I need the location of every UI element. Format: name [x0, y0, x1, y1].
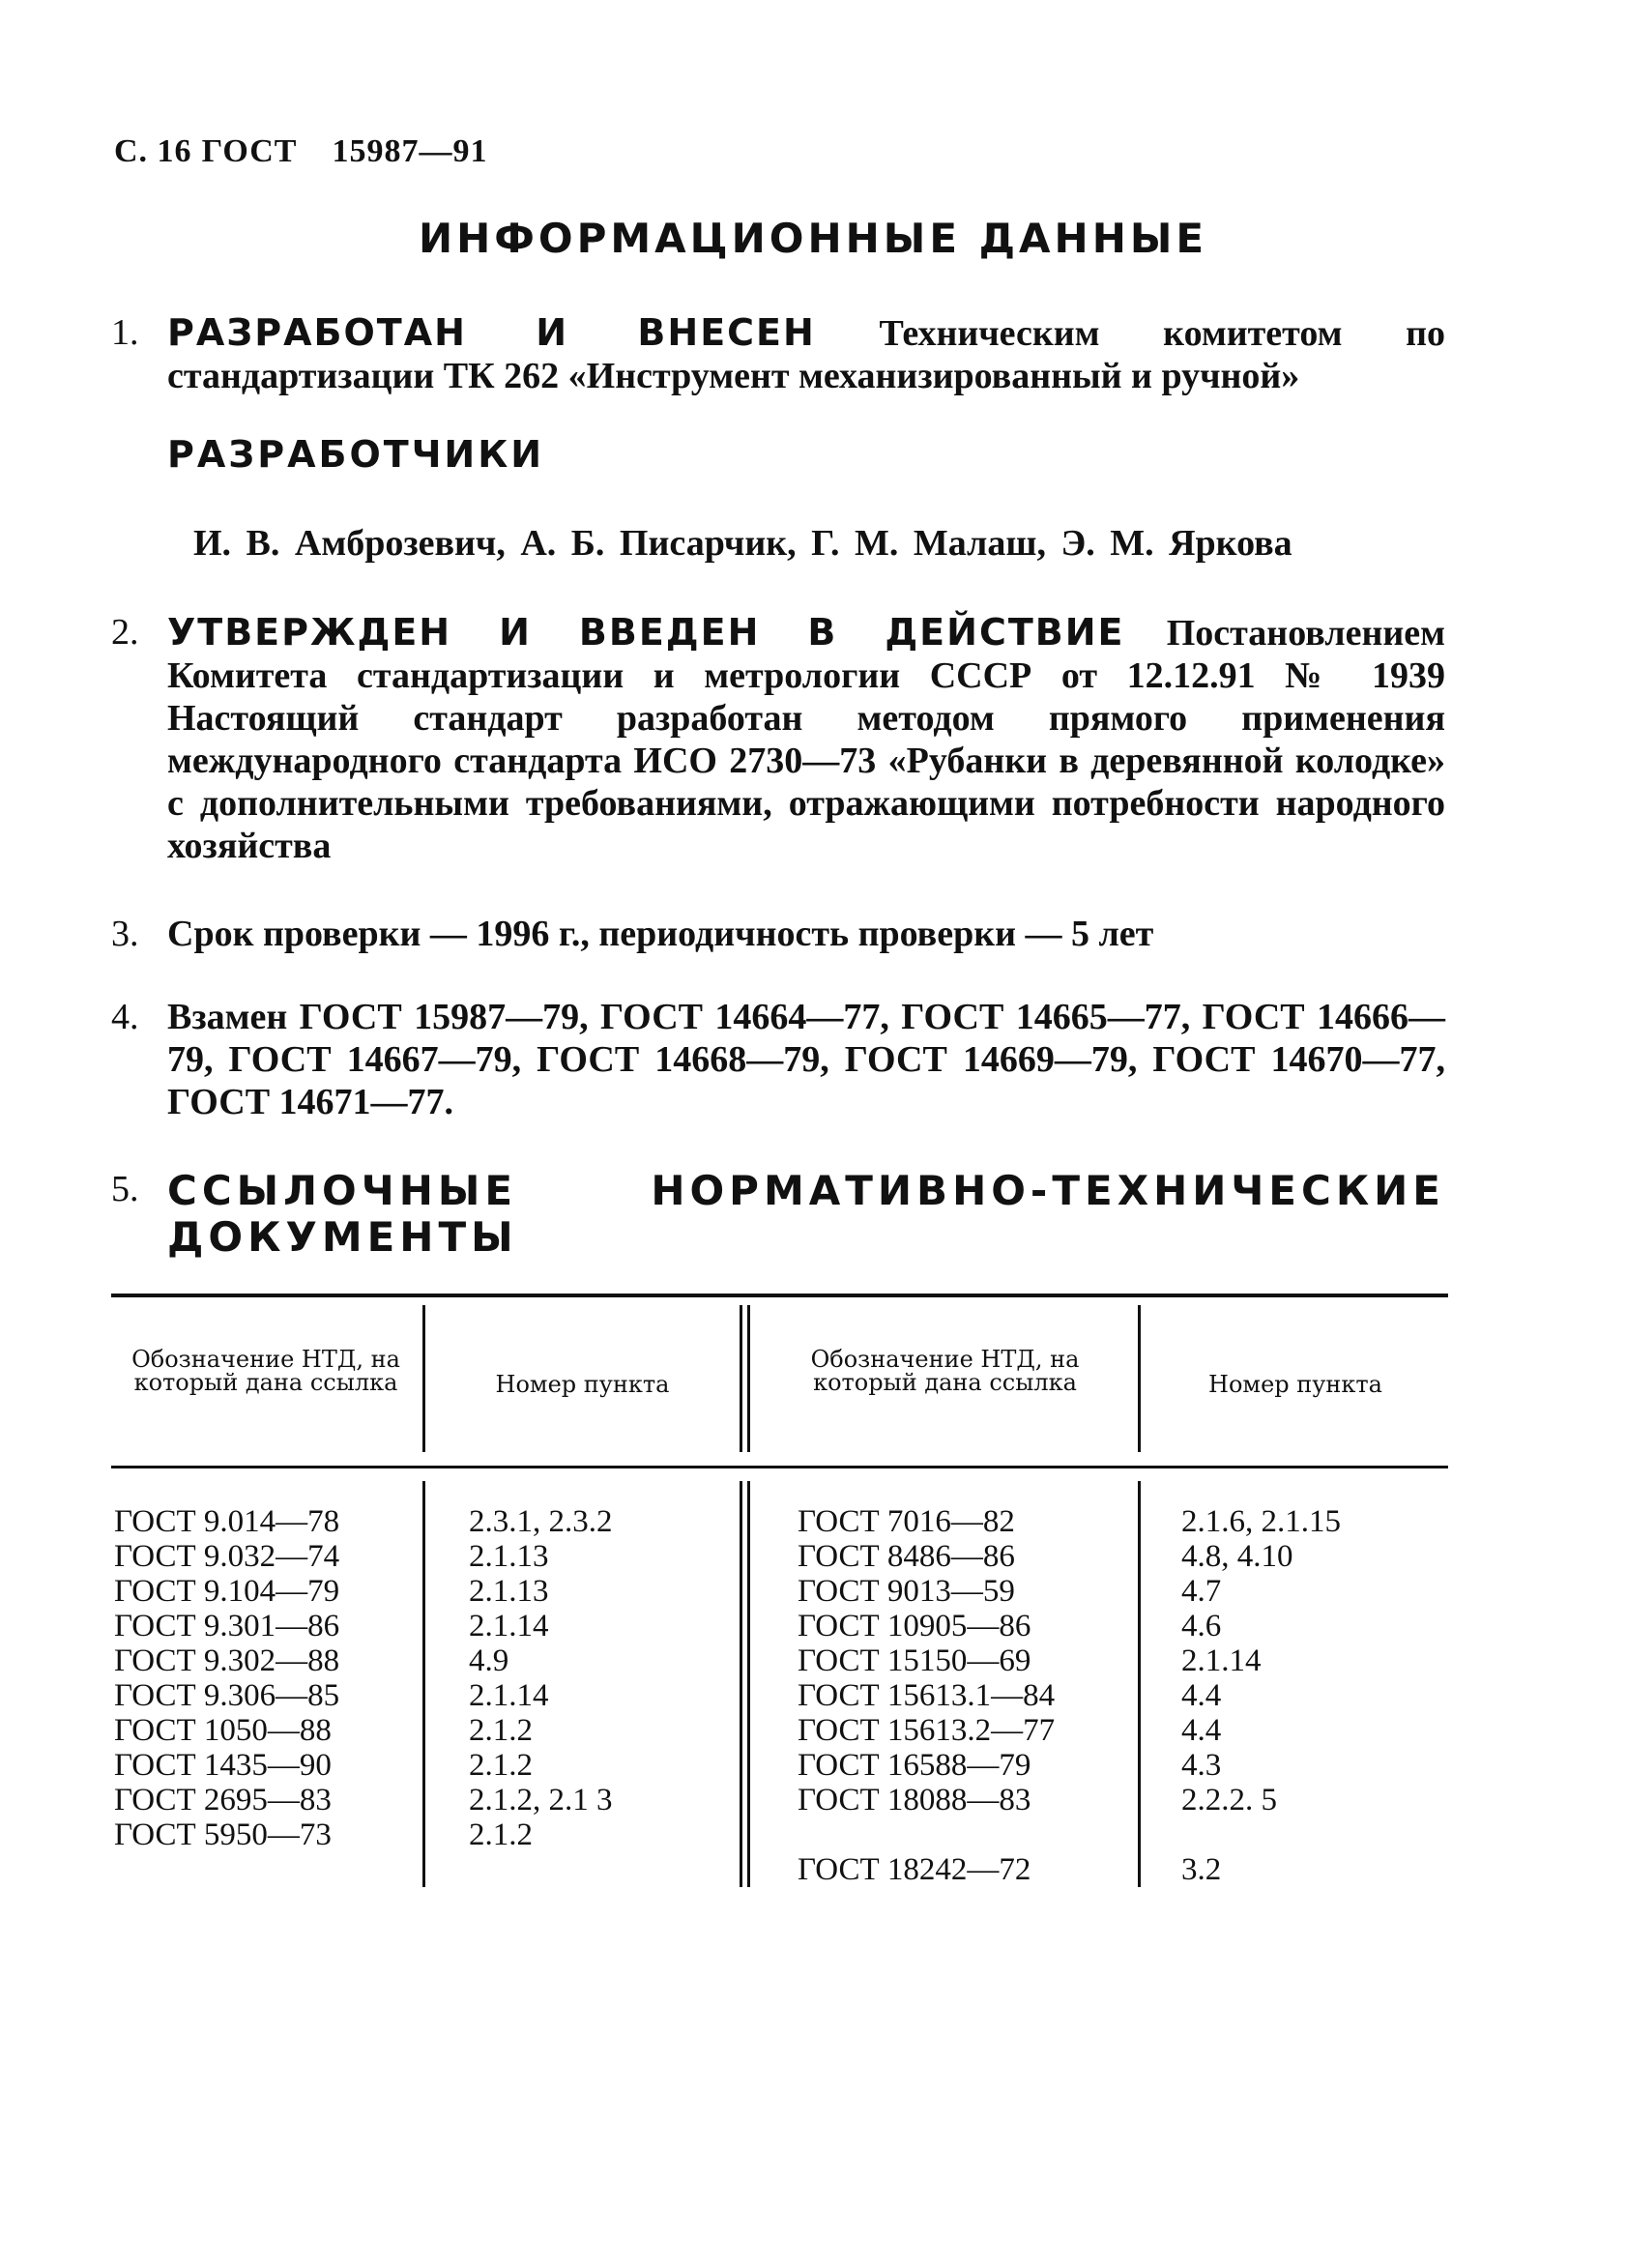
section-3: [111, 913, 1445, 955]
table-cell-item: 2.3.1, 2.3.2: [469, 1504, 613, 1539]
left-item-column: [469, 1504, 613, 1852]
table-top-rule: [111, 1294, 1448, 1297]
table-cell-item: 3.2: [1181, 1852, 1222, 1887]
developers-names: И. В. Амброзевич, А. Б. Писарчик, Г. М. Малаш, Э. М. Яркова: [193, 523, 1292, 564]
table-cell-item: 2.1.13: [469, 1574, 549, 1609]
table-cell-doc: ГОСТ 18242—72: [798, 1852, 1031, 1887]
right-item-column: [1181, 1504, 1341, 1887]
table-cell-item: 4.8, 4.10: [1181, 1539, 1293, 1574]
table-cell-doc: ГОСТ 8486—86: [798, 1539, 1015, 1574]
table-cell-doc: ГОСТ 18088—83: [798, 1783, 1031, 1817]
standard-number: 15987—91: [332, 133, 488, 169]
table-cell-doc: ГОСТ 15613.1—84: [798, 1678, 1056, 1713]
column-divider: [422, 1305, 425, 1452]
section-text: Техническим комитетом по стандартизации ТК 262 «Инструмент механизированный и ручной»: [167, 313, 1446, 396]
table-header-item: Номер пункта: [1208, 1371, 1382, 1398]
table-cell-item: 2.1.2: [469, 1748, 533, 1783]
table-cell-doc: ГОСТ 7016—82: [798, 1504, 1015, 1539]
section-number: 5.: [111, 1169, 139, 1209]
column-divider: [747, 1481, 750, 1887]
table-cell-item: 2.1.14: [1181, 1643, 1262, 1678]
section-number: 2.: [111, 612, 139, 653]
table-cell-item: 4.6: [1181, 1609, 1222, 1643]
section-number: 1.: [111, 312, 139, 353]
section-1: [111, 311, 1445, 397]
left-doc-column: [114, 1504, 339, 1852]
table-cell-doc: ГОСТ 2695—83: [114, 1783, 332, 1817]
page-number: С. 16: [114, 133, 192, 169]
table-cell-doc: ГОСТ 1050—88: [114, 1713, 332, 1748]
table-cell-item: 2.1.13: [469, 1539, 549, 1574]
section-heading: ССЫЛОЧНЫЕ НОРМАТИВНО-ТЕХНИЧЕСКИЕ ДОКУМЕНТЫ: [167, 1167, 1445, 1261]
section-lead: УТВЕРЖДЕН И ВВЕДЕН В ДЕЙСТВИЕ: [167, 611, 1125, 654]
table-cell-doc: ГОСТ 16588—79: [798, 1748, 1031, 1783]
column-divider: [747, 1305, 750, 1452]
table-cell-item: 2.1.6, 2.1.15: [1181, 1504, 1341, 1539]
table-header-rule: [111, 1466, 1448, 1468]
table-cell-item: 2.1.14: [469, 1678, 549, 1713]
table-cell-doc: ГОСТ 10905—86: [798, 1609, 1031, 1643]
table-cell-doc: ГОСТ 9.104—79: [114, 1574, 340, 1609]
section-text: Взамен ГОСТ 15987—79, ГОСТ 14664—77, ГОСТ 14665—77, ГОСТ 14666—79, ГОСТ 14667—79, ГОСТ 14668—79, ГОСТ 14669—79, ГОСТ 14670—77, ГОСТ 14671—77.: [167, 997, 1445, 1122]
table-cell-doc: ГОСТ 9013—59: [798, 1574, 1015, 1609]
section-number: 4.: [111, 997, 139, 1037]
table-cell-item: 2.1.2: [469, 1713, 533, 1748]
table-cell-doc: ГОСТ 15150—69: [798, 1643, 1031, 1678]
table-cell-doc: ГОСТ 15613.2—77: [798, 1713, 1056, 1748]
table-header-doc: Обозначение НТД, на который дана ссылка: [131, 1346, 400, 1396]
table-header-item: Номер пункта: [495, 1371, 670, 1398]
table-cell-item: 4.9: [469, 1643, 509, 1678]
section-number: 3.: [111, 914, 139, 954]
standard-code: ГОСТ: [201, 133, 298, 169]
table-cell-doc: ГОСТ 5950—73: [114, 1817, 332, 1852]
table-cell-doc: ГОСТ 1435—90: [114, 1748, 332, 1783]
section-text: Срок проверки — 1996 г., периодичность проверки — 5 лет: [167, 914, 1154, 954]
table-cell-item: 4.4: [1181, 1678, 1222, 1713]
table-cell-item: 4.3: [1181, 1748, 1222, 1783]
table-cell-doc: ГОСТ 9.302—88: [114, 1643, 340, 1678]
table-cell-doc: ГОСТ 9.306—85: [114, 1678, 340, 1713]
table-cell-item: 4.7: [1181, 1574, 1222, 1609]
column-divider: [740, 1481, 742, 1887]
table-cell-doc: ГОСТ 9.301—86: [114, 1609, 340, 1643]
table-cell-item: 2.1.2, 2.1 3: [469, 1783, 613, 1817]
column-divider: [422, 1481, 425, 1887]
table-cell-doc: ГОСТ 9.014—78: [114, 1504, 340, 1539]
table-cell-doc: ГОСТ 9.032—74: [114, 1539, 340, 1574]
table-cell-item: 4.4: [1181, 1713, 1222, 1748]
column-divider: [1138, 1305, 1141, 1452]
section-text-2: Настоящий стандарт разработан методом прямого применения международного стандарта ИСО 2730—73 «Рубанки в деревянной колодке» с дополнительными требованиями, отражающими потребности народного хозяйства: [167, 698, 1445, 866]
table-cell-item: 2.2.2. 5: [1181, 1783, 1277, 1817]
table-cell-item: 2.1.14: [469, 1609, 549, 1643]
developers-heading: РАЗРАБОТЧИКИ: [167, 433, 545, 476]
section-text: Постановлением Комитета стандартизации и метрологии СССР от 12.12.91 № 1939: [167, 613, 1445, 696]
page-header: [114, 133, 487, 170]
column-divider: [1138, 1481, 1141, 1887]
right-doc-column: [798, 1504, 1055, 1887]
section-5: [111, 1168, 1445, 1261]
section-2: [111, 611, 1445, 867]
section-lead: РАЗРАБОТАН И ВНЕСЕН: [167, 311, 816, 354]
table-header-doc: Обозначение НТД, на который дана ссылка: [810, 1346, 1080, 1396]
page-title: ИНФОРМАЦИОННЫЕ ДАННЫЕ: [418, 215, 1208, 262]
section-4: [111, 996, 1445, 1123]
column-divider: [740, 1305, 742, 1452]
table-cell-item: 2.1.2: [469, 1817, 533, 1852]
